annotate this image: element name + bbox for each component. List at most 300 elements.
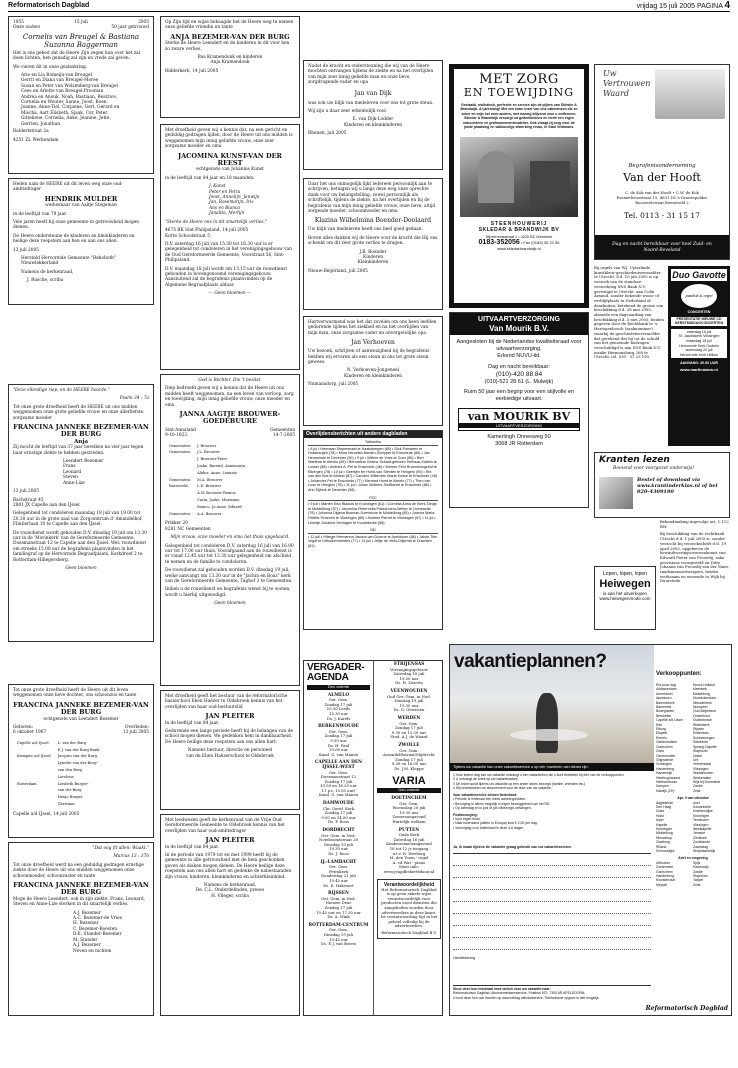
signature-1: De. C.L. Onderdelinden, preses	[195, 888, 265, 894]
born-value: 6 oktober 1967	[13, 730, 47, 736]
signature-1: Bas Kramendonk en kinderen	[197, 55, 263, 61]
agenda-place: RIJSSEN	[328, 891, 349, 897]
date: 13 juli 2005	[13, 489, 39, 495]
died-value: 13 juli 2005	[123, 730, 149, 736]
agenda-right	[374, 661, 443, 1015]
agenda-line: 19.00 uur	[329, 747, 348, 753]
kl-text: Bestel of download via www.krantinderklas.nl of bel 020-4309190	[637, 477, 718, 496]
list-item: Barendrecht	[656, 700, 675, 705]
list-item: Zoetermeer	[656, 865, 674, 870]
table-row	[167, 478, 248, 483]
agenda-place: WERDEN	[397, 715, 421, 721]
agenda-place: IJ.-LAMBACHT	[320, 859, 357, 865]
kl-title: Kranten lezen	[599, 455, 670, 465]
list-item: Oudenbosch	[693, 718, 713, 723]
table-cell	[15, 802, 54, 807]
signature-2: H. Vlieger, scriba	[211, 893, 249, 899]
list-item: Yerseke	[693, 831, 706, 836]
agenda-place: ALMELO	[327, 692, 350, 698]
city: Rhenen, juli 2005	[308, 131, 347, 137]
intro: Op Zijn tijd en wijze behaagde het de Heere weg te nemen onze geliefde vriendin en tante	[165, 20, 294, 31]
table-cell: Gemeenten:	[169, 443, 192, 448]
kerkenraad: Namens de kerkenraad,	[21, 269, 74, 275]
list-item: • Bezorging is alleen mogelijk in eigen bezorggebied van het RD.	[453, 801, 551, 806]
table-cell: J. Brouwer	[197, 443, 217, 448]
list-item: Amersfoort	[656, 691, 673, 696]
hooft-service: Begrafenisonderneming	[628, 163, 696, 169]
gravestone-photo	[460, 137, 578, 217]
ad-van-breugel	[8, 16, 154, 174]
family-list	[13, 911, 149, 954]
date-mid: 15 juli	[74, 20, 88, 25]
list-item: Elburg	[656, 727, 666, 732]
agenda-line: Nieuwe Deur	[325, 900, 352, 906]
table-cell: Gemeenten:	[169, 511, 192, 516]
signature-2: Kinderen en kleinkinderen	[343, 373, 403, 379]
address: Baldertstraat 2a	[13, 129, 49, 135]
table-cell	[15, 748, 54, 753]
agenda-line: Zondag 17 juli	[324, 701, 353, 707]
list-item: Harderwijk	[656, 771, 673, 776]
list-item: Kloosterhaar	[656, 878, 676, 883]
condolence-text: Gelegenheid tot condoleren maandag 18 juli van 19.00 tot 20.30 uur in de grote zaal van Zorgcentrum d' Amandelhof, Flintierlaan 10 te Capelle aan den IJssel.	[13, 511, 143, 528]
ad-verhoeven	[303, 316, 443, 426]
city: 8281 NC Gemeenten	[165, 526, 211, 532]
vak-side-title: Verkooppunten:	[656, 671, 702, 677]
bw-notice-title: Bekendmaking ingevolge art. 1:112 BW.	[660, 520, 729, 529]
agenda-line: Ds. J. Karels	[326, 715, 351, 721]
cities2-head: Apr. li van uitnodoe	[677, 796, 709, 801]
date-row	[165, 433, 295, 438]
footer: Geen bloemen	[214, 601, 246, 607]
service-text: De rouwdienst zal gehouden worden D.V. dinsdag 19 juli, welke aanvangt om 13.30 uur in de "Jachin en Boaz" kerk van de Gereformeerde Gemeente, Taghof 3 te Gemeenten.	[165, 568, 293, 585]
vergader-agenda	[303, 660, 443, 1016]
agenda-line: Ds. H. Paul	[327, 742, 350, 748]
paper-name: Reformatorisch Dagblad	[8, 2, 90, 9]
deceased-name: FRANCINA JANNEKE BEZEMER-VAN DER BURG	[13, 700, 149, 717]
list-item: Gerrien, Jonathan	[21, 121, 60, 127]
list-item: Uithuizen	[656, 860, 671, 865]
ad1-brand2: SKLEDAR & BRANDWIJK BV	[478, 227, 560, 234]
list-item: zaterdag 16 juli	[686, 329, 712, 334]
address: Bachstraat 45	[13, 497, 44, 503]
table-cell: E.J. van der Burg-Bunk	[57, 747, 100, 752]
form-line[interactable]	[453, 878, 651, 890]
agenda-entry	[377, 663, 441, 686]
list-item: 3 De krant wordt tijdens uw vakantie op een ander adres bezorgd (familie, vrienden etc.).	[453, 781, 587, 786]
table-row	[15, 754, 101, 759]
body-text: Zij mocht de leeftijd van 37 jaar bereiken na vier jaar tegen haar ernstige ziekte te hebben gestreden.	[13, 445, 144, 456]
list-item: Cornelia en Wouter, Sanne, Joost, Koen,	[21, 100, 108, 106]
cities2-left	[656, 801, 693, 854]
sec3-label: ND	[308, 528, 438, 534]
agenda-entry	[377, 717, 441, 740]
list-item: Waddinxveen	[693, 771, 714, 776]
list-item: Peter en Petra	[209, 189, 241, 195]
list-item: Barneveld	[656, 705, 672, 710]
list-item: Jan, Rosemarijn, Iris	[209, 200, 254, 206]
ad1-addr: Nijverheidsstraat 1 • 4220 BC Meerkerk	[485, 235, 553, 240]
ad-van-mourik	[449, 312, 589, 508]
list-item: woensdag 20 juli	[685, 348, 713, 353]
page-word: PAGINA	[696, 3, 723, 10]
table-row	[15, 748, 101, 753]
list-item: Krabbendijke	[693, 809, 713, 814]
footer: — Geen bloemen —	[208, 291, 252, 297]
subscription-form[interactable]	[453, 853, 651, 973]
agenda-line: 19.30 uur	[399, 702, 419, 708]
ad1-brand1: STEENHOUWERIJ	[490, 221, 548, 228]
deceased-name: JAN PLEITER	[205, 836, 255, 845]
agenda-list-right	[377, 663, 441, 771]
table-cell: Capelle a/d IJssel:	[17, 740, 50, 745]
table-cell	[15, 788, 54, 793]
table-cell: Liesbeth Burger-	[57, 781, 89, 786]
list-item: Staphorst	[693, 749, 708, 754]
agenda-place: ZWOLLE	[398, 742, 420, 748]
table-row	[15, 788, 101, 793]
list-item: Zeist	[693, 788, 701, 793]
table-cell: Christian	[57, 802, 75, 807]
agenda-entry	[377, 829, 441, 875]
agenda-line: Ger. Gem.	[399, 800, 419, 806]
vp-title: Verantwoordelijkheid	[383, 881, 435, 888]
agenda-line: Hartelijk welkom	[392, 819, 426, 825]
page-header	[8, 2, 730, 12]
city: Nieuw-Beijerland, juli 2005	[308, 268, 368, 274]
varia-list	[377, 797, 441, 875]
form-line[interactable]	[453, 914, 651, 926]
deceased-name: Jan van Dijk	[354, 89, 392, 97]
address: 4675 BK Sint-Philipsland, 14 juli 2005	[165, 228, 249, 234]
form-line[interactable]	[453, 890, 651, 902]
family-table	[13, 739, 103, 809]
list-item: Katwijk (ZH)	[656, 788, 675, 793]
deceased-name: JANNA AAGTJE BROUWER-GOEDEBUURE	[179, 410, 281, 426]
agenda-entry	[307, 725, 370, 757]
ad-van-dijk	[303, 60, 443, 170]
vak-closing	[453, 985, 651, 1000]
table-cell: van den Berg	[57, 768, 82, 773]
list-item: Scheveningen	[693, 735, 715, 740]
ad-mulder	[8, 178, 154, 305]
agenda-line: Donderdag 21 juli	[321, 873, 356, 879]
list-item: Leendert Bezemer	[63, 459, 104, 465]
mourik-addr2: 3068 JR Rotterdam	[495, 441, 543, 447]
table-cell: Gemeenten:	[169, 450, 192, 455]
body-text: was ook uw blijk van medeleven voor ons tot grote steun.	[308, 100, 434, 106]
agenda-line: Ger. Gem.	[328, 728, 349, 734]
list-item: Staphorst	[693, 874, 708, 879]
family-list	[13, 459, 149, 486]
died-place: Gemeenten	[270, 427, 295, 433]
list-item: Hellevoetsluis	[656, 779, 677, 784]
address: Prikker 20	[165, 521, 188, 527]
service-text: De rouwdienst wordt gehouden D.V. dinsdag 19 juli om 13.30 uur in de 'Morinkerk' van de Gereformeerde Gemeente, Doesmanstraat 12 te Capelle aan den IJssel. Wel: rouwdienst om streeks 15.00 uur de begrafenis plaatsvinden in het familiegraf op de Hervormde Begraafplaats, Kerkdreef 2 te Rotterdam-Hillegersberg.	[13, 530, 147, 563]
form-line[interactable]	[453, 926, 651, 938]
agenda-line: 9.30 en 15.30 uur	[391, 729, 427, 735]
list-item: Hervormde Kerk Ouderiz	[679, 343, 719, 348]
verse: "Sterke de Heere ons in dit smartelijk verlies."	[165, 219, 267, 225]
signature-label: Handtekening	[453, 956, 476, 960]
list-item: Andrea en Anouk, Noah, Bastiaan, Beatrice,	[21, 94, 118, 100]
relation: echtgenote van Johannis Kunst	[196, 167, 264, 173]
ad-bezemer-1	[8, 384, 154, 642]
age: in de leeftijd van 84 jaar en 18 maanden.	[165, 175, 255, 181]
list-item: Kruiningen	[693, 813, 710, 818]
list-item: • Naar buitenland (alleen in Europa) kost € 2,00 per dag.	[453, 821, 538, 826]
table-cell: Carin, Joake, Marianne,	[197, 498, 241, 503]
deceased-name: HENDRIK MULDER	[44, 194, 118, 203]
couple-names: Cornelis van Breugel & Bastiana Suzanna Baggerman	[22, 32, 140, 49]
agenda-place: PUTTEN	[398, 827, 420, 833]
gavotte-circle: panfluit & orgel	[681, 284, 717, 308]
ad-pleiter-school	[160, 690, 300, 810]
ad-anja	[160, 16, 300, 118]
vak-rules-items	[453, 797, 651, 810]
agenda-line: 19.45 uur	[329, 877, 348, 883]
body-text: Moge de Heere Leendert, ook in zijn ziekte, Frans, Leonard, Steven en Anne-Lize sterken in dit smartelijk verlies.	[13, 896, 145, 908]
agenda-line: Ger. Gem.	[399, 747, 419, 753]
list-item: Rot jouw dag	[656, 683, 676, 687]
list-item: Heerhugowaard	[656, 775, 681, 780]
line2: 50 jaar getrouwd	[111, 25, 149, 31]
intro: Diep bedroefd geven wij u kennis dat de Heere uit ons midden heeft weggenomen, na een leven van verloop, zorg en toewijding, mijn innig geliefde vrouw, onze moeder en oma	[165, 386, 294, 408]
ad1-fax: • Fax (0183) 35 22 56	[520, 240, 560, 246]
namens: Namens de kerkenraad,	[203, 883, 257, 889]
list-item: Oud-Beijerland	[693, 709, 716, 714]
cities-right	[693, 683, 730, 793]
vak-tip: Tijdens uw vakantie kan onze vakantieservice u op vier manieren van dienst zijn:	[450, 763, 654, 771]
heiwegen-sub: is aan het uitverkopen	[602, 591, 648, 596]
agenda-entry	[307, 829, 370, 857]
abroad-row	[656, 861, 730, 887]
line-row	[13, 25, 149, 30]
signature-1: J.B. Boender	[359, 249, 387, 255]
agenda-line: Ds. H. Zwierts	[395, 680, 423, 686]
vak-post-head: Postbezorging:	[453, 812, 478, 817]
footer: Geen bloemen	[65, 565, 97, 571]
died-label: Overleden:	[125, 725, 149, 731]
ad1-text: Gestaald, realistisch, perfectie en service zijn de pijlers van Skleder & Brandwijk. Al jarenlang! Met een team inzet van ons vakmensen die zo zeker en mijn het ruim anders, met nazorg blijvend voor u ontfermen. Skleder & Brandwijk verzorgt uit gedenktekens en heeft een eigen natuursteen en grafmonumentenatelier. Ook vraagt zij zorg voor de juiste plaatsing en vakkundige afwerking ervan, in Stad Veldmans.	[460, 103, 578, 130]
agenda-line: Ds. J.M. Kleppe	[394, 765, 424, 771]
list-item: St. Jacobskerk Vlissingen	[678, 334, 720, 339]
list-item: Gitteliene, Cornelia, Anke, Jeanine, Jette,	[21, 116, 111, 122]
list-item: Uddel	[693, 753, 702, 758]
born-label: Geboren:	[13, 725, 34, 731]
betekening-notice	[594, 266, 664, 444]
org: Hersteld Hervormde Gemeente "Rehoboth" Nieuwlekkerland	[21, 256, 116, 267]
condolence-text: Gelegenheid tot condoleren D.V. zaterdag 16 juli van 16.00 uur tot 17.00 uur thuis. Voorafgaand aan de rouwdienst is er vanaf 12.45 uur tot 13.30 uur gelegenheid om afscheid te nemen en de familie te condoleren.	[165, 543, 294, 565]
agenda-line: 10.45 uur en 17.30 uur	[316, 909, 361, 915]
list-item: J. Kunst	[209, 184, 226, 190]
signature-2: Kinderen	[362, 255, 383, 261]
list-item: Middelburg	[693, 691, 710, 696]
family-list	[165, 184, 295, 216]
table-cell	[15, 761, 54, 766]
relation: echtgenote van Leendert Bezemer	[43, 716, 119, 722]
list-item: Susan en Peter van Wolzenberg-van Breugel	[21, 83, 118, 89]
heiwegen-web: www.heiwegenmode.com	[599, 596, 651, 601]
section-title: Overlijdensberichten uit andere dagbladen	[304, 431, 442, 438]
list-item: Ede	[656, 722, 663, 727]
agenda-line: Kinderzomerzangavond	[386, 841, 432, 847]
sec1-label: Talbantha	[308, 440, 438, 446]
table-cell: Gemeenten:	[169, 477, 192, 482]
list-item: A.J. Bezemer	[73, 943, 101, 949]
mourik-logo-text: van MOURIK BV	[467, 410, 571, 423]
list-item: Hardenberg	[656, 766, 674, 771]
age: in de leeftijd van 79 jaar.	[13, 211, 68, 217]
mourik-phone1: (010)-420 88 84	[495, 371, 543, 378]
table-cell	[167, 471, 193, 476]
list-item: Haulerwijk	[693, 865, 709, 870]
agenda-entry	[377, 797, 441, 825]
list-item: Joanne, Anne-Tiel, Corjanne, Gert, Gerard en	[21, 105, 120, 111]
list-item: 1 Voor iedere dag van uw vakantie ontvangt u een vakantiebon die u kunt besteden bij één van de verkooppunten.	[453, 773, 625, 777]
table-cell: van der Burg	[57, 788, 82, 793]
deceased-name: Jan Verhoeven	[351, 339, 395, 347]
list-item: Genemuiden	[656, 753, 676, 758]
dress-hem	[510, 729, 588, 741]
abroad-left	[656, 861, 693, 887]
agenda-line: Dinsdag 19 juli	[323, 841, 354, 847]
list-item: Wijk bij Duurstede	[693, 779, 721, 784]
agenda-line: Ds. G. Gerritsen	[393, 707, 425, 713]
list-item: Frans	[63, 464, 76, 470]
agenda-line: Kand. G. van Manen	[318, 792, 359, 798]
form-line[interactable]	[453, 854, 651, 866]
year-left: 1955	[13, 20, 24, 25]
agenda-line: Oude Kerk	[398, 832, 420, 838]
heiwegen-brand: Heiwegen	[599, 578, 651, 590]
list-item: Zeist	[693, 882, 701, 887]
list-item: Zwolle	[693, 869, 703, 874]
form-line[interactable]	[453, 938, 651, 950]
cities-row	[656, 683, 730, 793]
date-label: vrijdag 15 juli 2005	[636, 3, 695, 10]
agenda-line: Ger. Gem.	[399, 720, 419, 726]
list-item: Leonard	[63, 469, 82, 475]
ad-bezemer-3	[8, 842, 154, 1016]
list-item: Monnickendam	[693, 696, 716, 701]
table-row	[15, 768, 101, 773]
form-line[interactable]	[453, 866, 651, 878]
table-row	[15, 782, 101, 787]
list-item: • Verzorging voor buitenland is deze 3-6 dagen.	[453, 825, 525, 830]
kl-sub: Boeiend voor voorgezet onderwijs!	[613, 466, 695, 471]
list-item: C. Bezemer-Boesten	[73, 926, 118, 932]
intro: Tot onze grote droefheid heeft de Heere uit dit leven weggenomen onze lieve dochter, ons schoonzus en tante	[13, 688, 137, 699]
list-item: Wolphaartsdijk	[693, 849, 716, 854]
intro: Daar het ons onmogelijk lijkt iedereen persoonlijk aan te schrijven, betuigen wij u langs deze weg onze oprechte dank voor uw belangstelling, zowel persoonlijk als schriftelijk, tijdens de ziekte, na het overlijden en bij de begrafenis van mijn innig geliefde vrouw, onze lieve, altijd zorgende moeder, schoonmoeder en oma	[308, 182, 436, 215]
sec1-text: • 8 jul • Hermaan Diepenmaat te Haaksbergen (65) • Dick Ponsteen te Hoksbergen (78) • Mina Hendrika Barden-Schipper te Enschede (86) • Jan Hermeinde te Deventer (90) • 9 jul • Willem de Vries te Goor (86) • Bert Wartena te Almelo (69) • Bernadina Gesina Schaaf-geboren Helhaas-Kaltein te Losser (85) • Andries A. Pel te Enschede (48) • Werner Fehr Bruemmingshof te Eibergen (78) • 10 jul • Geertjen ter Horst-van Stenten te Hengelo (90) • Rie van den Bos te Almelo (87) • Caroline Willemien Maria Kosse te Enschede (48) • Johannes Pel te Enschede (77) • Bernard Horst te Almelo (77) • Theo van Loon te Hengelo (78) • 11 jul • Johan Wolbers-Swiftoerst te Enschede (86) • Anu Dijkerk te Deventer (58).	[308, 446, 437, 492]
agenda-entry	[307, 924, 370, 947]
body-text-2: Boven alles danken wij de Heere voor de kracht die Hij ons schenkt om dit zeer grote verlies te dragen.	[308, 235, 438, 247]
abroad-right	[693, 861, 730, 887]
cities2-row	[656, 801, 730, 854]
relation: weduwnaar van Aaltje Stegeman	[45, 203, 117, 209]
ad-brouwer	[160, 374, 300, 686]
form-line[interactable]	[453, 902, 651, 914]
list-item: Mischa, Aart Elisbeth, Sjaak, Cor, Peter,	[21, 110, 109, 116]
agenda-line: 19.30 uur	[329, 846, 348, 852]
list-item: Meerkerk	[693, 687, 708, 692]
table-cell: J.L. Brouwer	[197, 450, 220, 455]
service-text: D.V. maandag 18 juli wordt om 13.15 uur de rouwdienst gehouden in bovengenoemd verenigingsgebouw. Aansluitend zal de begrafenis plaatsvinden op de Algemene Begraafplaats aldaar.	[165, 266, 288, 288]
table-row	[167, 464, 248, 469]
agenda-line: Ds. E. Hakvoort	[323, 882, 354, 888]
list-item: • Op zaterdag en in juni of juli uitbezorgd ontvangen.	[453, 806, 532, 811]
agenda-line: Ds. A. Wink	[327, 914, 350, 920]
agenda-line: Oud Ger. Gem. in Ned.	[387, 693, 431, 699]
body-text: Sterke de Heere Leendert en de kinderen in dit voor hen zo zware verlies.	[165, 41, 290, 52]
vp-text: Het Reformatorisch Dagblad is op geen enkele wijze verantwoordelijk voor producten en/of diensten die aangeboden worden door adverteerders in deze krant. De verantwoording ligt in het geheel volledig bij de adverteerders.	[380, 886, 438, 929]
quote-ref: Psalm 34 : 7a	[119, 396, 149, 402]
agenda-line: Zondag 17 juli	[324, 810, 353, 816]
ad-duo-gavotte	[668, 266, 730, 446]
year-right: 2005	[138, 20, 149, 25]
table-cell: M.A. Brouwer	[197, 477, 223, 482]
varia-title: VARIA	[392, 775, 426, 788]
agenda-list-left	[307, 694, 370, 947]
vak-title: vakantieplannen?	[454, 651, 607, 672]
table-row	[15, 775, 101, 780]
stone-shape	[478, 151, 514, 203]
hooft-text: C. de Kok van der Hooft • C.W. de Kok Prometheusstraat 15, 4631 DC's-Gravenpolder Roosevelstraat Boeneveld 2	[616, 190, 708, 205]
list-item: Apeldoorn	[656, 696, 672, 701]
vak-cities	[656, 683, 730, 1013]
signature: van de Eben Haëzerschool te Oldebroek	[186, 753, 274, 759]
list-item: D.E. Stander-Bezemer	[73, 932, 122, 938]
list-item: Middelburg	[656, 831, 673, 836]
mourik-logo-sub: UITVAARTVERZORGING	[459, 423, 579, 428]
list-item: Kampen	[656, 784, 669, 789]
cities-left	[656, 683, 693, 793]
list-item: • Periode is minimaal één week aaneengesloten.	[453, 797, 527, 802]
intro: Met droefheid geven wij u kennis dat, na een gericht en geduldig gedragen lijden, door de Heere uit ons midden is weggenomen mijn innig geliefde vrouw, onze zeer zorgzame moeder en oma	[165, 128, 293, 150]
agenda-place: DAMWOUDE	[322, 801, 355, 807]
verse: Mijn vrouw, onze moeder en oma liet thuis opgebaard.	[170, 535, 290, 541]
table-cell	[15, 775, 54, 780]
gavotte-pres1: PRESENTATIE NIEUWE CD	[676, 317, 722, 321]
body-text: In de periode van 1979 tot en met 1999 heeft hij de gemeente in alle getrouwheid met de hem geschonken gaven als diaken mogen dienen. De Heere heilige deze roepstem aan ons allen hart en gedenke de nabestaanden zijn vrouw, kinderen, kleinkinderen en achterkleinkind.	[165, 853, 292, 880]
born-date: 9-10-1923	[165, 433, 188, 439]
table-cell: Remco, Jo-Anne, Eduard	[197, 504, 242, 509]
agenda-line: a.t.v. R. Weeberg	[392, 850, 426, 856]
family-list	[13, 73, 149, 127]
age: in de leeftijd van 84 jaar.	[165, 720, 220, 726]
table-cell	[15, 768, 54, 773]
agenda-line: Ds. J. Roos	[328, 851, 349, 856]
deceased-name: JAN PLEITER	[205, 712, 255, 721]
form-title: Ja, ik maak tijdens de vakantie graag gebruik van uw vakantieservice.	[453, 845, 573, 849]
list-item: Hervormde Kerk Hellum	[679, 352, 719, 357]
vakantie-ad	[449, 644, 732, 1016]
agenda-place: BERKENWOUDE	[318, 724, 359, 730]
list-item: H. Bezemer	[73, 921, 99, 927]
agenda-place: CAPELLE AAN DEN IJSSEL-WEST	[314, 760, 363, 770]
table-cell	[167, 464, 193, 469]
date: 13 juli 2005	[13, 247, 39, 253]
table-cell	[167, 505, 193, 510]
agenda-line: Zondag 17 juli	[395, 756, 423, 762]
ad1-phone: 0183-352056	[478, 239, 520, 247]
agenda-line: Meer info:	[398, 864, 420, 870]
verantwoordelijkheid-box	[377, 879, 441, 939]
signature-1: E. van Dijk-Lodder	[352, 117, 394, 123]
agenda-line: Ger. Gem.	[328, 697, 349, 703]
